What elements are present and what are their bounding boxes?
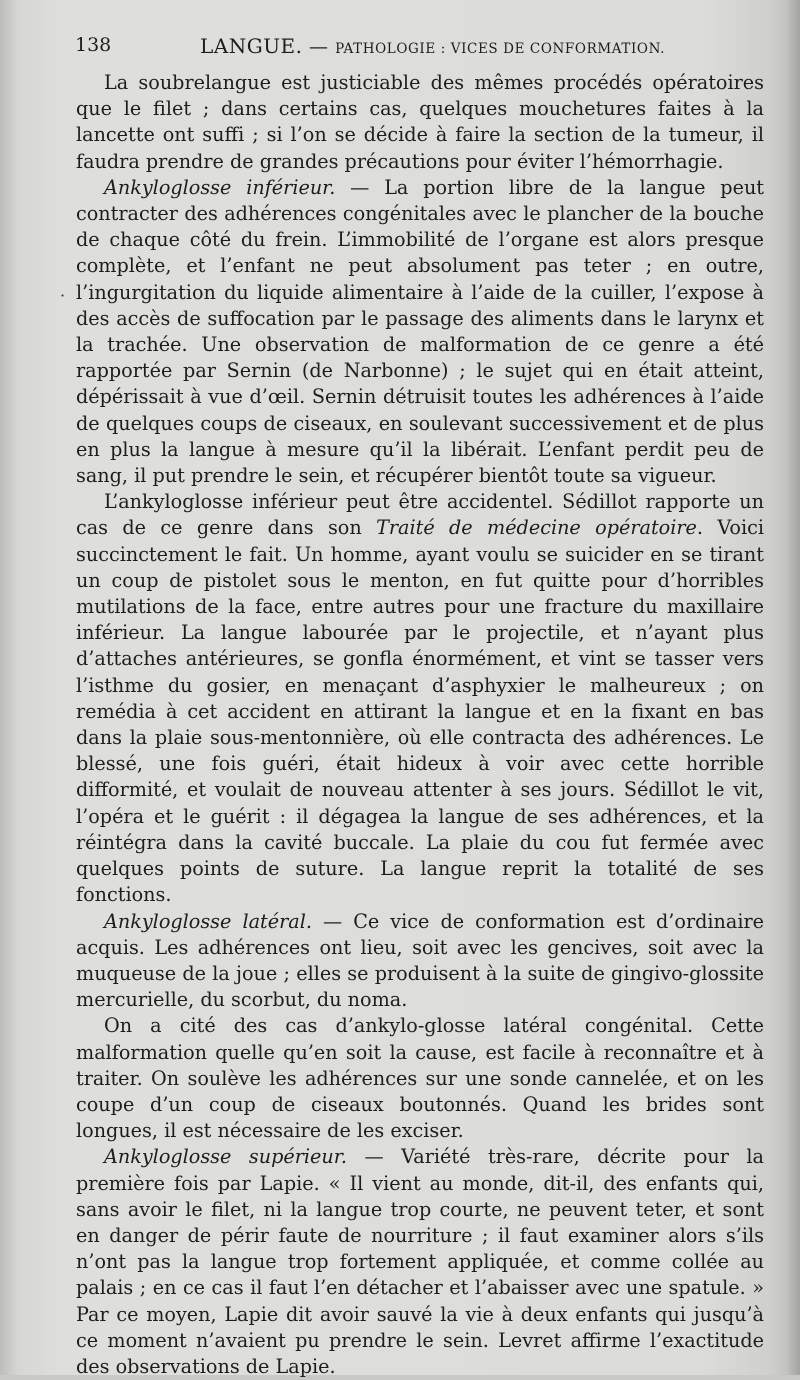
paragraph-text: La soubrelangue est justiciable des mêmes procédés opératoires que le filet ; dans certains cas, quelques mouchetures faites à la lancette ont suffi ; si l’on se décide à faire la section de la tumeur, il faudra prendre de grandes précautions pour éviter l’hémorrhagie.	[76, 71, 764, 173]
page-number: 138	[75, 34, 112, 56]
paragraph-text: — La portion libre de la langue peut contracter des adhérences congénitales avec le plancher de la bouche de chaque côté du frein. L’immobilité de l’organe est alors presque complète, et l’enfant ne peut absolument pas teter ; en outre, l’ingurgitation du liquide alimentaire à l’aide de la cuiller, l’expose à des accès de suffocation par le passage des aliments dans le larynx et la trachée. Une observation de malformation de ce genre a été rapportée par Sernin (de Narbonne) ; le sujet qui en était atteint, dépérissait à vue d’œil. Sernin détruisit toutes les adhérences à l’aide de quelques coups de ciseaux, en soulevant successivement et de plus en plus la langue à mesure qu’il la libérait. L’enfant perdit peu de sang, il put prendre le sein, et récupérer bientôt toute sa vigueur.	[76, 175, 765, 488]
body-text	[76, 70, 764, 1380]
section-heading-inferieur: Ankyloglosse inférieur.	[104, 175, 336, 199]
page-header	[75, 34, 765, 60]
paragraph-ankyloglosse-accidentel	[76, 489, 764, 908]
section-heading-lateral: Ankyloglosse latéral.	[104, 909, 312, 933]
paragraph-text: — Ce vice de conformation est d’ordinaire acquis. Les adhérences ont lieu, soit avec les gencives, soit avec la muqueuse de la joue ; elles se produisent à la suite de gingivo-glossite mercurielle, du scorbut, du noma.	[76, 909, 764, 1012]
paragraph-lateral-congenital	[76, 1013, 764, 1144]
paragraph-soubrelangue	[76, 70, 764, 175]
paragraph-ankyloglosse-lateral	[76, 909, 764, 1014]
paragraph-ankyloglosse-superieur	[76, 1144, 764, 1380]
section-heading-superieur: Ankyloglosse supérieur.	[104, 1145, 347, 1169]
running-title-separator: —	[302, 36, 336, 58]
margin-dot-mark: ·	[60, 286, 66, 305]
paragraph-text: On a cité des cas d’ankylo-glosse latéral congénital. Cette malformation quelle qu’en soit la cause, est facile à reconnaître et à traiter. On soulève les adhérences sur une sonde cannelée, et on les coupe d’un coup de ciseaux boutonnés. Quand les brides sont longues, il est nécessaire de les exciser.	[76, 1014, 764, 1143]
paragraph-text-before: L’ankyloglosse inférieur peut être accidentel. Sédillot rapporte un cas de ce genre dans son	[76, 490, 764, 540]
running-title-main: LANGUE.	[200, 34, 303, 58]
running-title	[200, 34, 665, 58]
page-fold-shadow	[786, 0, 800, 1375]
running-title-sub: PATHOLOGIE : VICES DE CONFORMATION.	[335, 41, 666, 57]
paragraph-text: — Variété très-rare, décrite pour la première fois par Lapie. « Il vient au monde, dit-il, des enfants qui, sans avoir le filet, ni la langue trop courte, ne peuvent teter, et sont en danger de périr faute de nourriture ; il faut examiner alors s’ils n’ont pas la langue trop fortement appliquée, et comme collée au palais ; en ce cas il faut l’en détacher et l’abaisser avec une spatule. » Par ce moyen, Lapie dit avoir sauvé la vie à deux enfants qui jusqu’à ce moment n’avaient pu prendre le sein. Levret affirme l’exactitude des observations de Lapie.	[76, 1145, 764, 1378]
book-title-citation: Traité de médecine opératoire	[376, 516, 697, 540]
paragraph-ankyloglosse-inferieur	[76, 175, 764, 489]
paragraph-text-after: . Voici succinctement le fait. Un homme, ayant voulu se suicider en se tirant un coup de pistolet sous le menton, en fut quitte pour d’horribles mutilations de la face, entre autres pour une fracture du maxillaire inférieur. La langue labourée par le projectile, et n’ayant plus d’attaches antérieures, se gonfla énormément, et vint se tasser vers l’isthme du gosier, en menaçant d’asphyxier le malheureux ; on remédia à cet accident en attirant la langue et en la fixant en bas dans la plaie sous-mentonnière, où elle contracta des adhérences. Le blessé, une fois guéri, était hideux à voir avec cette horrible difformité, et voulait de nouveau attenter à ses jours. Sédillot le vit, l’opéra et le guérit : il dégagea la langue de ses adhérences, et la réintégra dans la cavité buccale. La plaie du cou fut fermée avec quelques points de suture. La langue reprit la totalité de ses fonctions.	[76, 516, 764, 907]
